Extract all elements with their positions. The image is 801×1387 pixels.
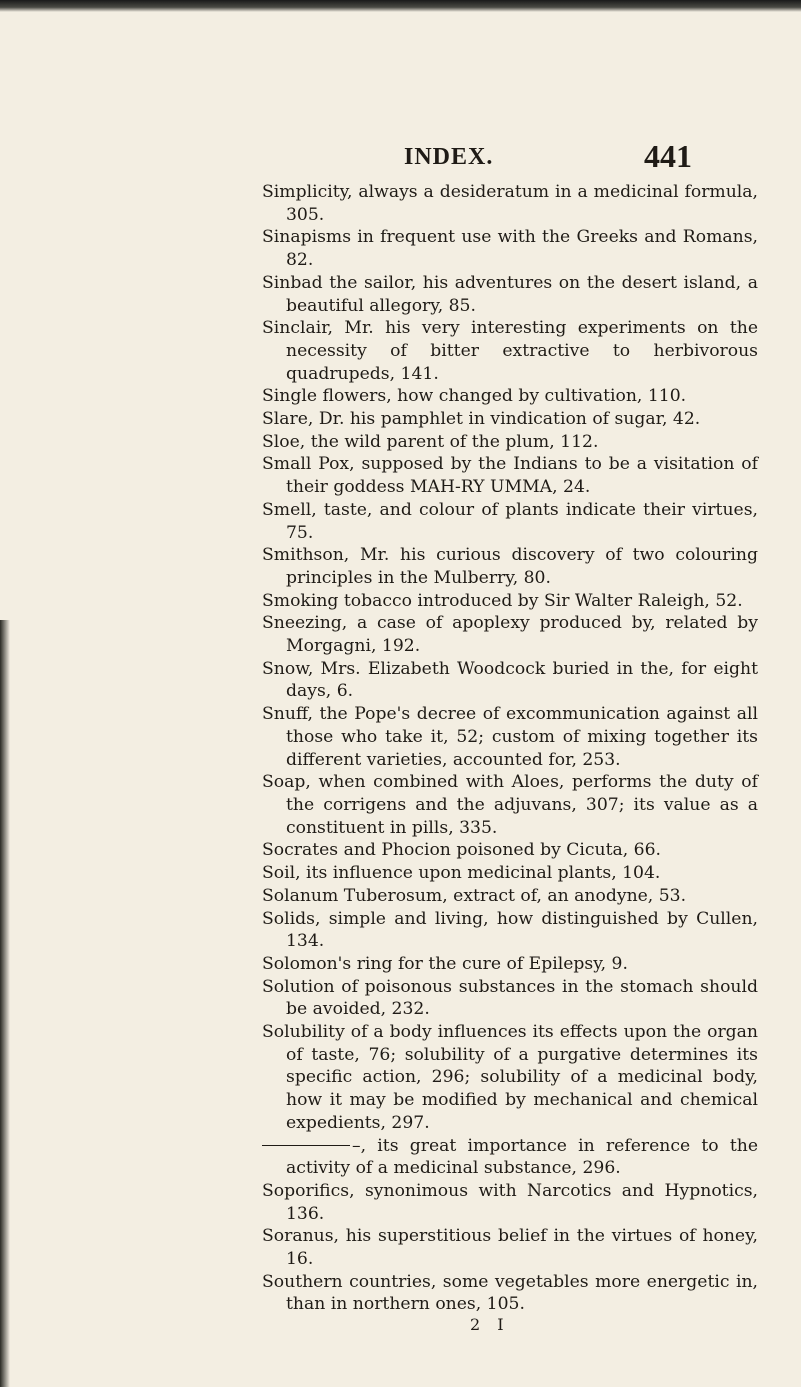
index-entry: Soil, its influence upon medicinal plants, 104. <box>262 863 661 884</box>
index-entry: Sinapisms in frequent use with the Greeks and Romans, 82. <box>262 227 758 271</box>
index-entry: Sloe, the wild parent of the plum, 112. <box>262 431 599 452</box>
index-entries <box>262 181 758 1316</box>
index-entry: Small Pox, supposed by the Indians to be a visitation of their goddess MAH-RY UMMA, 24. <box>262 454 758 498</box>
index-entry: Soporifics, synonimous with Narcotics and Hypnotics, 136. <box>262 1180 758 1224</box>
index-entry: Snow, Mrs. Elizabeth Woodcock buried in the, for eight days, 6. <box>262 658 758 702</box>
index-entry: Solubility of a body influences its effects upon the organ of taste, 76; solubility of a purgative determines its specific action, 296; solubility of a medicinal body, how it may be modified by mechanical and chemical expedients, 297. <box>262 1022 758 1133</box>
index-entry: Smoking tobacco introduced by Sir Walter Raleigh, 52. <box>262 590 743 611</box>
index-entry: Slare, Dr. his pamphlet in vindication of sugar, 42. <box>262 409 701 430</box>
page-title: INDEX. <box>404 144 494 170</box>
signature-mark: 2 I <box>470 1315 510 1334</box>
index-entry: Sneezing, a case of apoplexy produced by, related by Morgagni, 192. <box>262 613 758 657</box>
index-entry: Solids, simple and living, how distinguished by Cullen, 134. <box>262 908 758 952</box>
page-number: 441 <box>644 138 692 174</box>
index-entry: Single flowers, how changed by cultivation, 110. <box>262 386 687 407</box>
index-entry-continuation <box>262 1135 758 1180</box>
index-entry: Simplicity, always a desideratum in a medicinal formula, 305. <box>262 182 758 225</box>
index-entry: Solution of poisonous substances in the stomach should be avoided, 232. <box>262 976 758 1020</box>
index-entry: Soap, when combined with Aloes, performs the duty of the corrigens and the adjuvans, 307; its value as a constituent in pills, 335. <box>262 772 758 838</box>
running-header <box>0 138 801 178</box>
index-entry-text: –, its great importance in reference to the activity of a medicinal substance, 296. <box>286 1135 758 1179</box>
index-entry: Socrates and Phocion poisoned by Cicuta, 66. <box>262 840 661 861</box>
index-entry: Sinclair, Mr. his very interesting experiments on the necessity of bitter extractive to herbivorous quadrupeds, 141. <box>262 318 758 384</box>
index-entry: Smell, taste, and colour of plants indicate their virtues, 75. <box>262 499 758 543</box>
binding-shadow <box>0 620 10 1387</box>
index-entry: Sinbad the sailor, his adventures on the desert island, a beautiful allegory, 85. <box>262 272 758 316</box>
index-entry: Southern countries, some vegetables more energetic in, than in northern ones, 105. <box>262 1271 758 1315</box>
ditto-rule <box>262 1145 350 1146</box>
index-entry: Smithson, Mr. his curious discovery of two colouring principles in the Mulberry, 80. <box>262 545 758 588</box>
page-top-shadow <box>0 0 801 12</box>
index-entry: Solanum Tuberosum, extract of, an anodyne, 53. <box>262 885 687 906</box>
index-entry: Solomon's ring for the cure of Epilepsy, 9. <box>262 953 628 974</box>
index-entry: Soranus, his superstitious belief in the virtues of honey, 16. <box>262 1226 758 1270</box>
index-entry: Snuff, the Pope's decree of excommunication against all those who take it, 52; custom of mixing together its different varieties, accounted for, 253. <box>262 704 758 770</box>
